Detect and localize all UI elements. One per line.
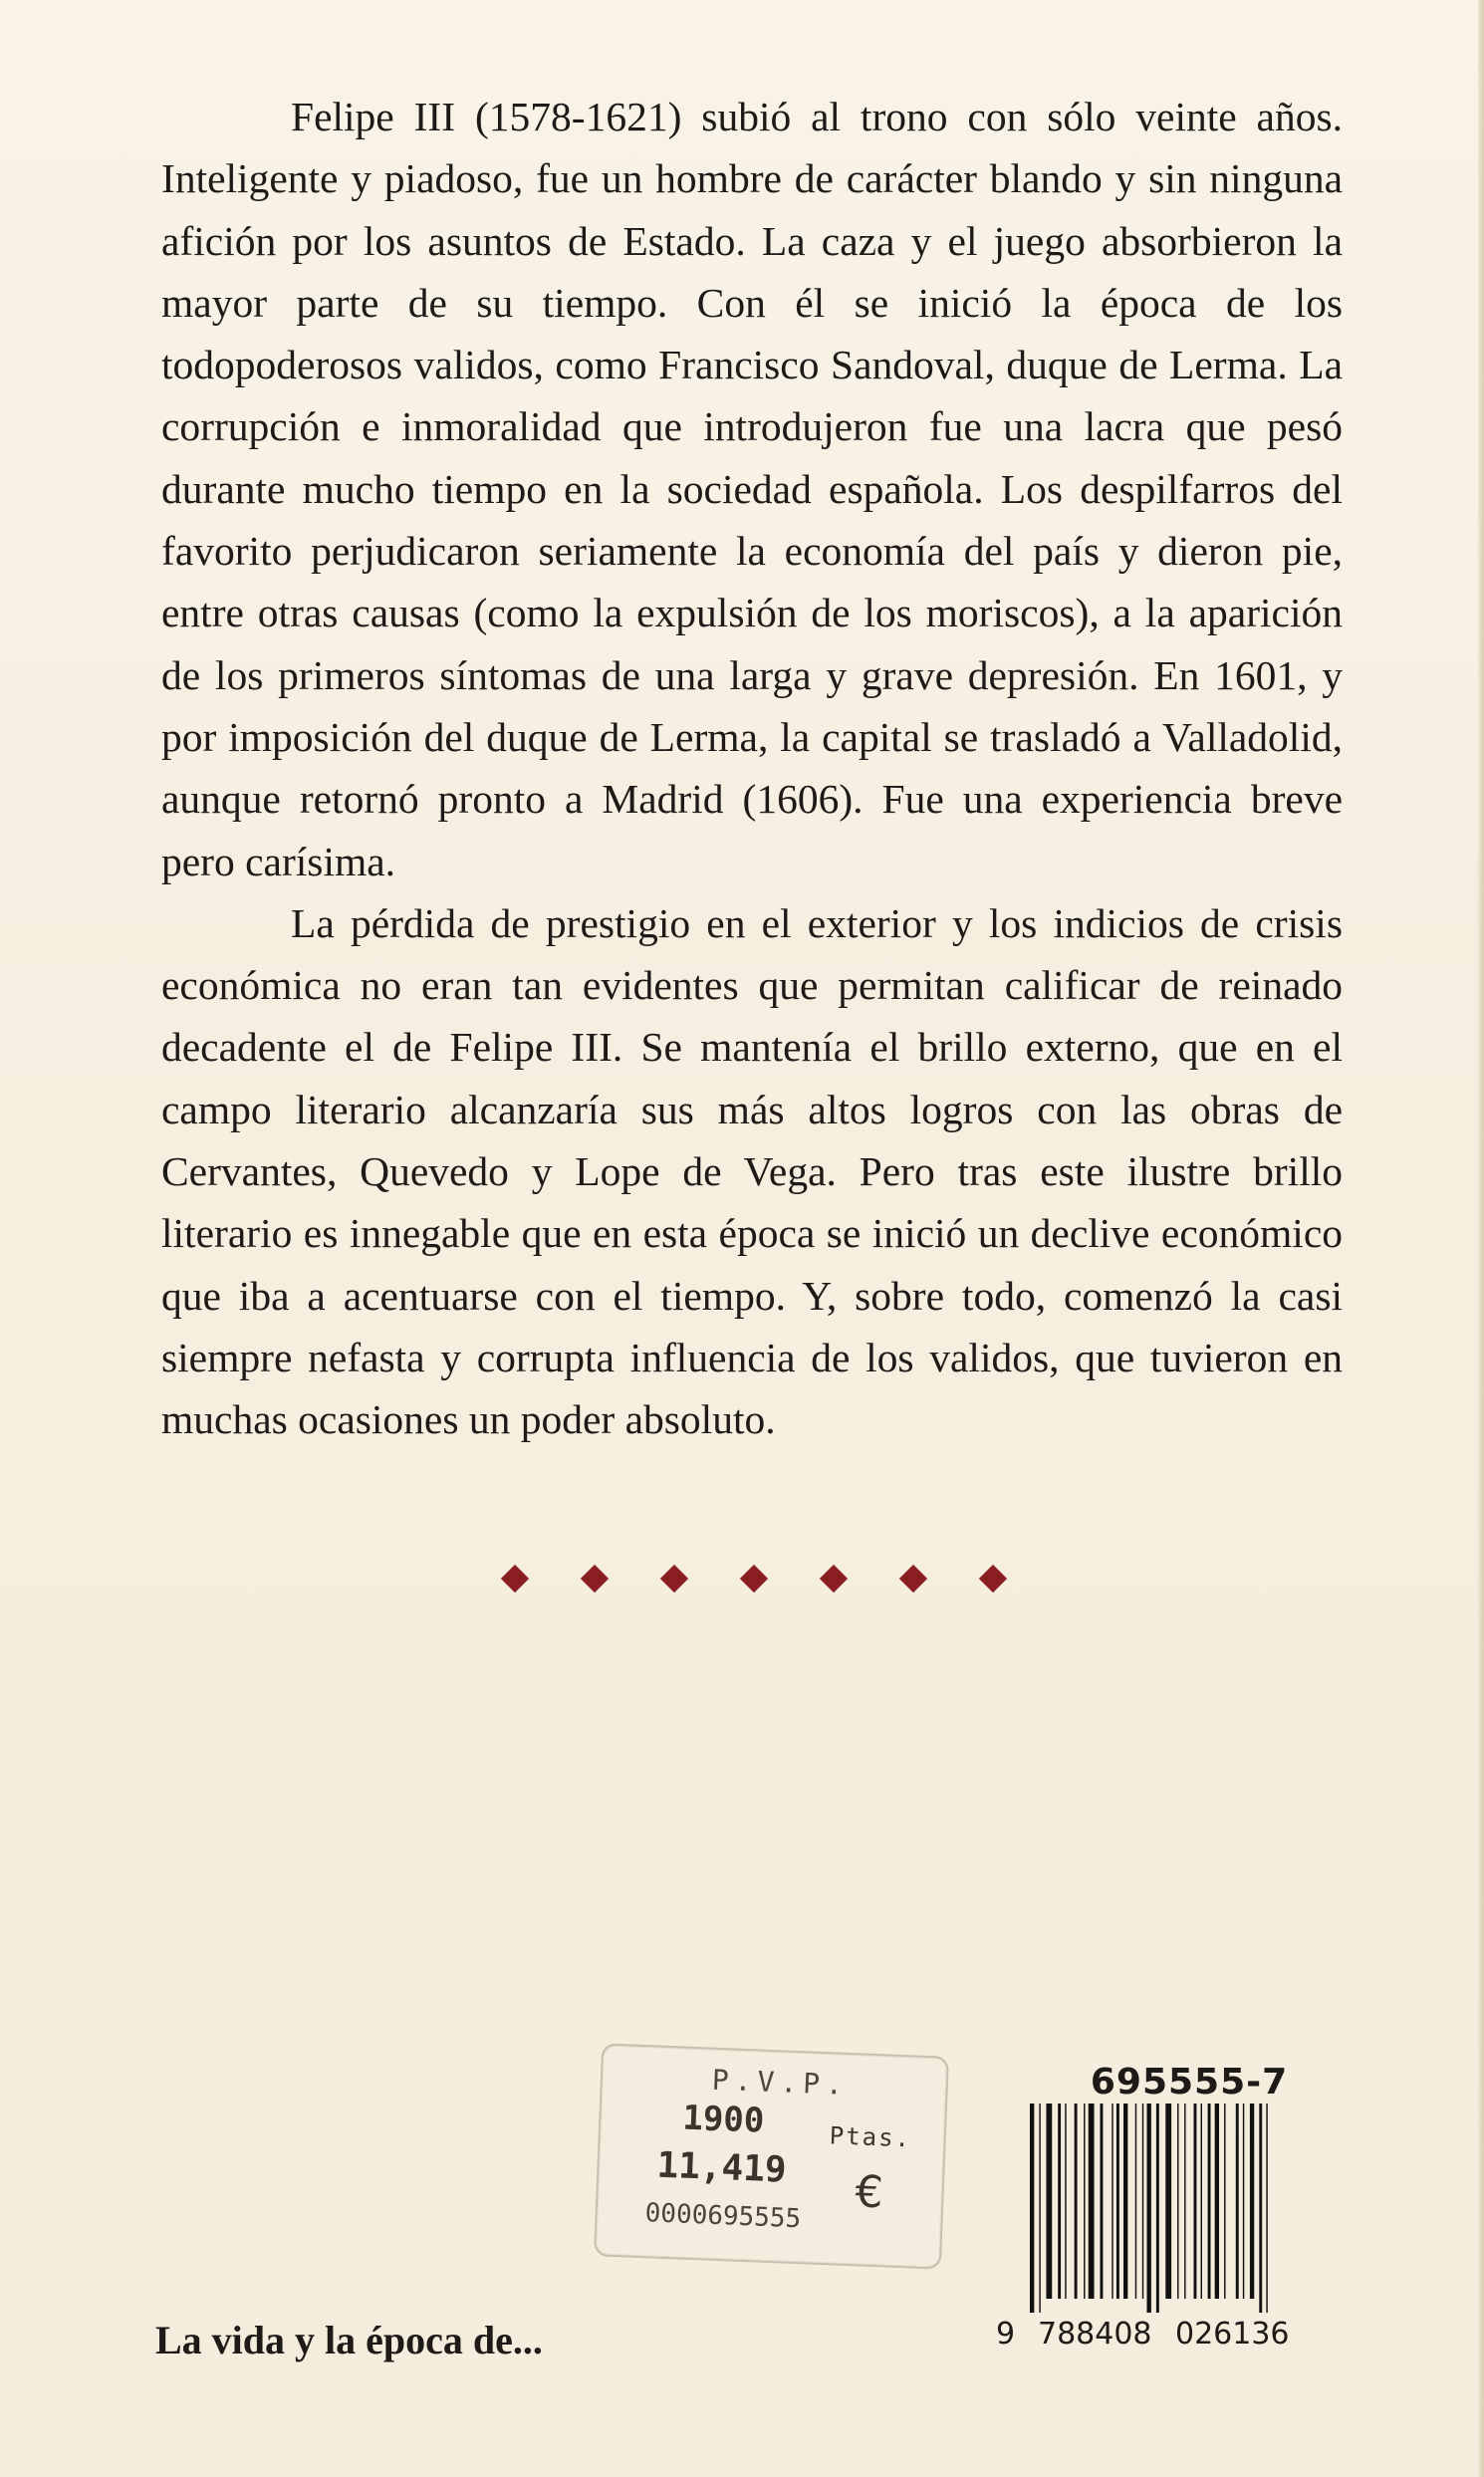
page-edge — [1478, 0, 1484, 2477]
barcode-bar — [1075, 2104, 1078, 2299]
barcode-bar — [1089, 2104, 1095, 2299]
barcode — [1028, 2104, 1327, 2313]
diamond-icon — [820, 1565, 848, 1593]
ornament-divider — [505, 1564, 1003, 1594]
diamond-icon — [660, 1565, 688, 1593]
barcode-bar — [1266, 2104, 1267, 2313]
diamond-icon — [740, 1565, 768, 1593]
barcode-bar — [1030, 2104, 1034, 2313]
barcode-bar — [1259, 2104, 1262, 2313]
synopsis-paragraph-2: La pérdida de prestigio en el exterior y los indicios de crisis económica no eran tan evidentes que permitan calificar de reinado decadente el de Felipe III. Se mantenía el brillo externo, que en el campo literario alcanzaría sus más altos logros con las obras de Cervantes, Quevedo y Lope de Vega. Pero tras este ilustre brillo literario es innegable que en esta época se inició un declive económico que iba a acentuarse con el tiempo. Y, sobre todo, comenzó la casi siempre nefasta y corrupta influencia de los validos, que tuvieron en muchas ocasiones un poder absoluto. — [161, 899, 1343, 1443]
barcode-bar — [1046, 2104, 1052, 2299]
diamond-icon — [581, 1565, 609, 1593]
barcode-bar — [1201, 2104, 1202, 2299]
barcode-bar — [1123, 2104, 1127, 2299]
diamond-icon — [899, 1565, 927, 1593]
isbn-short-code: 695555-7 — [1090, 2062, 1289, 2103]
synopsis-paragraph-1: Felipe III (1578-1621) subió al trono con sólo veinte años. Inteligente y piadoso, fue un hombre de carácter blando y sin ninguna afición por los asuntos de Estado. La caza y el juego absorbieron la mayor parte de su tiempo. Con él se inició la época de los todopoderosos validos, como Francisco Sandoval, duque de Lerma. La corrupción e inmoralidad que introdujeron fue una lacra que pesó durante mucho tiempo en la sociedad española. Los despilfarros del favorito perjudicaron seriamente la economía del país y dieron pie, entre otras causas (como la expulsión de los moriscos), a la aparición de los primeros síntomas de una larga y grave depresión. En 1601, y por imposición del duque de Lerma, la capital se trasladó a Valladolid, aunque retornó pronto a Madrid (1606). Fue una experiencia breve pero carísima. — [161, 94, 1343, 884]
barcode-bar — [1039, 2104, 1040, 2313]
isbn-digits-left: 788408 — [1038, 2317, 1152, 2352]
price-euros: 11,419 — [655, 2144, 788, 2191]
barcode-bar — [1147, 2104, 1151, 2313]
barcode-bar — [1215, 2104, 1219, 2299]
barcode-bar — [1236, 2104, 1239, 2299]
barcode-bar — [1101, 2104, 1104, 2299]
barcode-bar — [1194, 2104, 1197, 2299]
barcode-bar — [1084, 2104, 1085, 2299]
pvp-label: P.V.P. — [711, 2063, 850, 2102]
barcode-bar — [1243, 2104, 1244, 2299]
diamond-icon — [979, 1565, 1007, 1593]
euro-icon: € — [854, 2166, 884, 2219]
price-sticker — [594, 2043, 949, 2269]
barcode-bar — [1058, 2104, 1061, 2299]
barcode-bar — [1208, 2104, 1211, 2299]
barcode-bar — [1177, 2104, 1178, 2299]
barcode-bar — [1112, 2104, 1113, 2299]
barcode-bar — [1184, 2104, 1185, 2299]
price-pesetas: 1900 — [681, 2098, 766, 2141]
diamond-icon — [501, 1565, 529, 1593]
barcode-bar — [1065, 2104, 1066, 2299]
barcode-bar — [1116, 2104, 1119, 2299]
sticker-code: 0000695555 — [644, 2198, 802, 2235]
barcode-bar — [1165, 2104, 1171, 2299]
isbn-digits-right: 026136 — [1175, 2317, 1290, 2352]
barcode-bar — [1142, 2104, 1143, 2299]
barcode-bar — [1250, 2104, 1254, 2299]
isbn-digits — [996, 2317, 1335, 2362]
isbn-digit-prefix: 9 — [996, 2317, 1016, 2352]
barcode-bar — [1224, 2104, 1225, 2299]
barcode-bar — [1156, 2104, 1159, 2313]
barcode-bar — [1135, 2104, 1136, 2299]
series-title: La vida y la época de... — [155, 2318, 543, 2362]
pesetas-label: Ptas. — [829, 2121, 912, 2153]
synopsis-text — [161, 86, 1343, 1451]
